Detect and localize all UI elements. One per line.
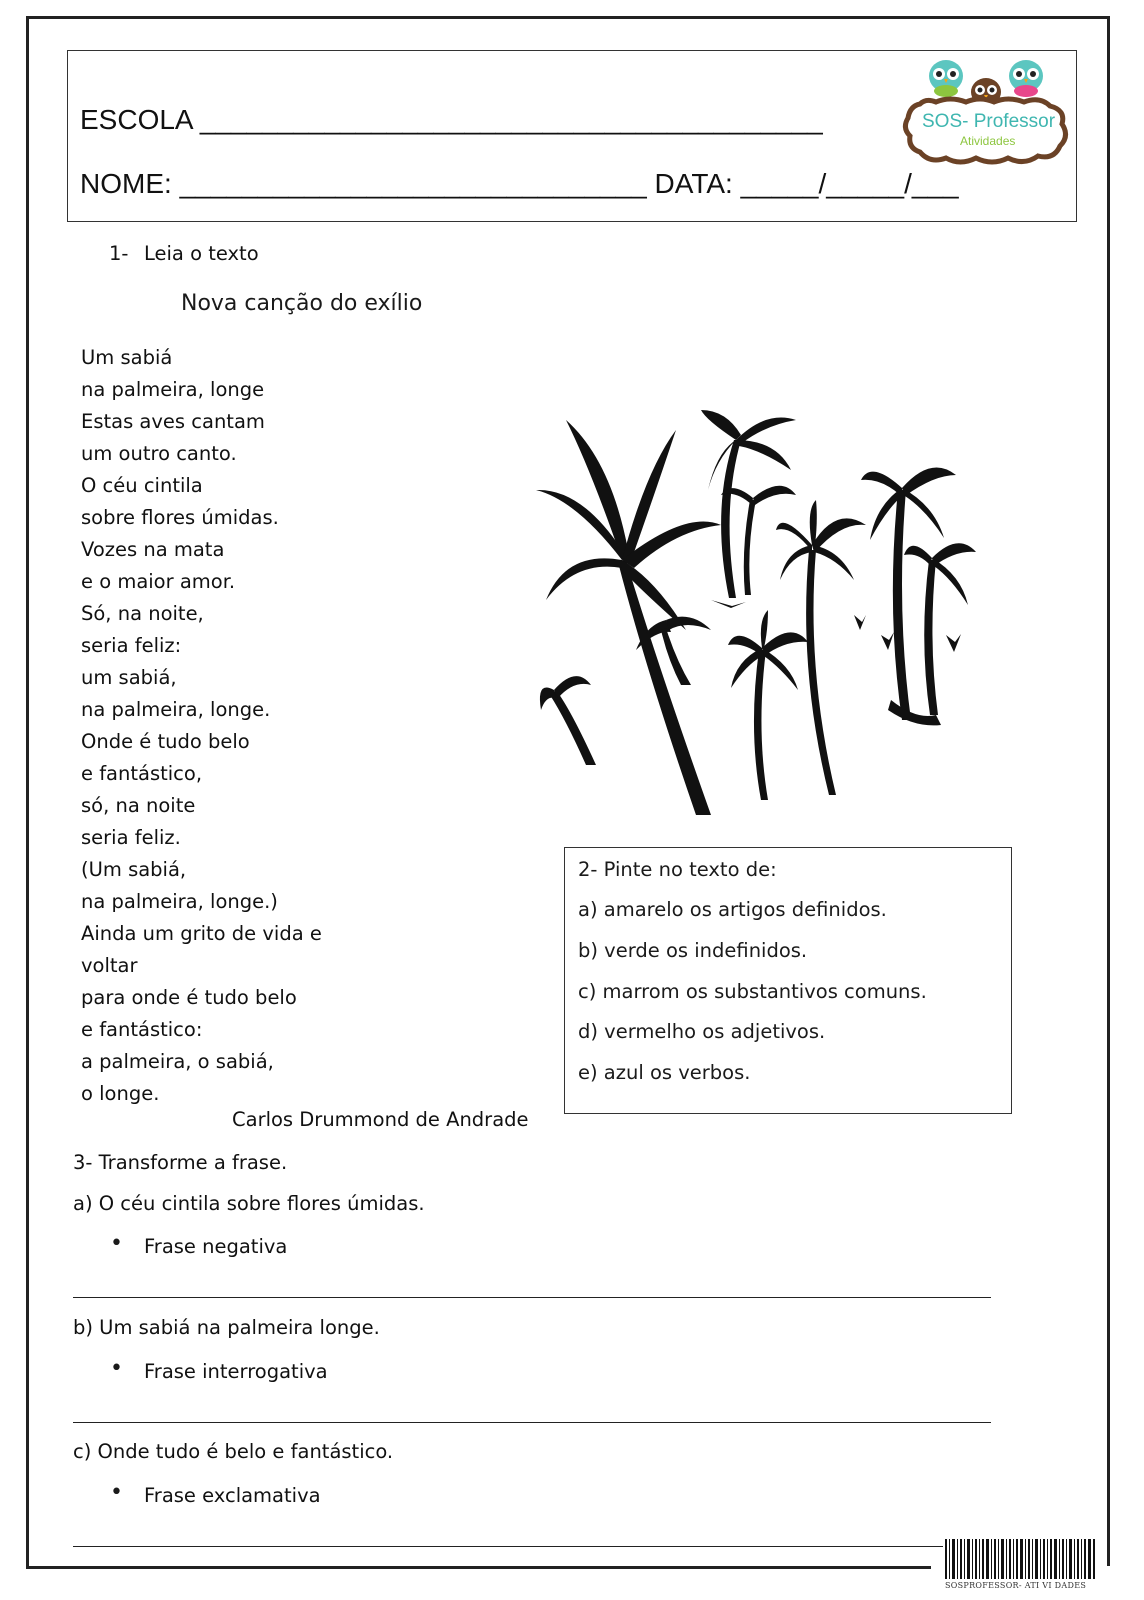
barcode-icon <box>945 1539 1097 1583</box>
poem-line: seria feliz: <box>81 634 182 657</box>
poem-line: na palmeira, longe.) <box>81 890 278 913</box>
q3-sentence-b: b) Um sabiá na palmeira longe. <box>73 1316 380 1339</box>
name-date-line <box>80 168 959 200</box>
poem-line: um outro canto. <box>81 442 237 465</box>
answer-line-c[interactable] <box>73 1546 943 1547</box>
q2-box <box>564 847 1012 1114</box>
q3-type-b: Frase interrogativa <box>144 1360 328 1383</box>
poem-line: sobre flores úmidas. <box>81 506 279 529</box>
logo-subtitle: Atividades <box>960 134 1016 148</box>
q3-type-c: Frase exclamativa <box>144 1484 321 1507</box>
date-input[interactable]: _____/_____/___ <box>740 168 959 199</box>
bullet-icon: • <box>110 1480 123 1505</box>
name-input[interactable]: ______________________________ <box>179 168 647 199</box>
sos-professor-logo <box>900 56 1072 168</box>
poem-line: Vozes na mata <box>81 538 225 561</box>
q3-sentence-a: a) O céu cintila sobre flores úmidas. <box>73 1192 425 1215</box>
poem-line: Onde é tudo belo <box>81 730 250 753</box>
poem-line: na palmeira, longe. <box>81 698 271 721</box>
logo-brand: SOS- Professor <box>922 111 1056 132</box>
q2-item-b: b) verde os indefinidos. <box>578 939 808 962</box>
poem-line: e fantástico, <box>81 762 203 785</box>
q3-title: 3- Transforme a frase. <box>73 1151 288 1174</box>
poem-line: Só, na noite, <box>81 602 204 625</box>
barcode-text: SOSPROFESSOR- ATI VI DADES <box>945 1581 1087 1590</box>
poem-author: Carlos Drummond de Andrade <box>232 1108 529 1131</box>
poem-line: na palmeira, longe <box>81 378 265 401</box>
bullet-icon: • <box>110 1356 123 1381</box>
date-label: DATA: <box>654 168 733 199</box>
poem-line: só, na noite <box>81 794 196 817</box>
poem-line: Um sabiá <box>81 346 173 369</box>
palm-trees-icon <box>536 410 1022 820</box>
q2-title: 2- Pinte no texto de: <box>578 858 777 881</box>
poem-line: o longe. <box>81 1082 160 1105</box>
page-border-bottom <box>26 1566 931 1569</box>
poem-line: para onde é tudo belo <box>81 986 297 1009</box>
poem-line: a palmeira, o sabiá, <box>81 1050 274 1073</box>
q1-instruction: Leia o texto <box>144 242 259 265</box>
q2-item-c: c) marrom os substantivos comuns. <box>578 980 927 1003</box>
answer-line-b[interactable] <box>73 1422 991 1423</box>
q3-sentence-c: c) Onde tudo é belo e fantástico. <box>73 1440 394 1463</box>
name-label: NOME: <box>80 168 172 199</box>
q2-item-a: a) amarelo os artigos definidos. <box>578 898 887 921</box>
poem-line: O céu cintila <box>81 474 203 497</box>
answer-line-a[interactable] <box>73 1297 991 1298</box>
poem-line: seria feliz. <box>81 826 181 849</box>
poem-line: Ainda um grito de vida e <box>81 922 322 945</box>
poem-title: Nova canção do exílio <box>181 291 423 316</box>
school-input[interactable]: ________________________________________ <box>199 104 823 135</box>
poem-line: (Um sabiá, <box>81 858 187 881</box>
q2-item-d: d) vermelho os adjetivos. <box>578 1020 826 1043</box>
q2-item-e: e) azul os verbos. <box>578 1061 751 1084</box>
poem-line: Estas aves cantam <box>81 410 265 433</box>
poem-line: e fantástico: <box>81 1018 203 1041</box>
school-label: ESCOLA <box>80 104 193 135</box>
q1-number: 1- <box>109 242 129 265</box>
q3-type-a: Frase negativa <box>144 1235 288 1258</box>
poem-line: voltar <box>81 954 138 977</box>
poem-line: e o maior amor. <box>81 570 236 593</box>
bullet-icon: • <box>110 1231 123 1256</box>
school-line <box>80 104 823 136</box>
poem-line: um sabiá, <box>81 666 177 689</box>
